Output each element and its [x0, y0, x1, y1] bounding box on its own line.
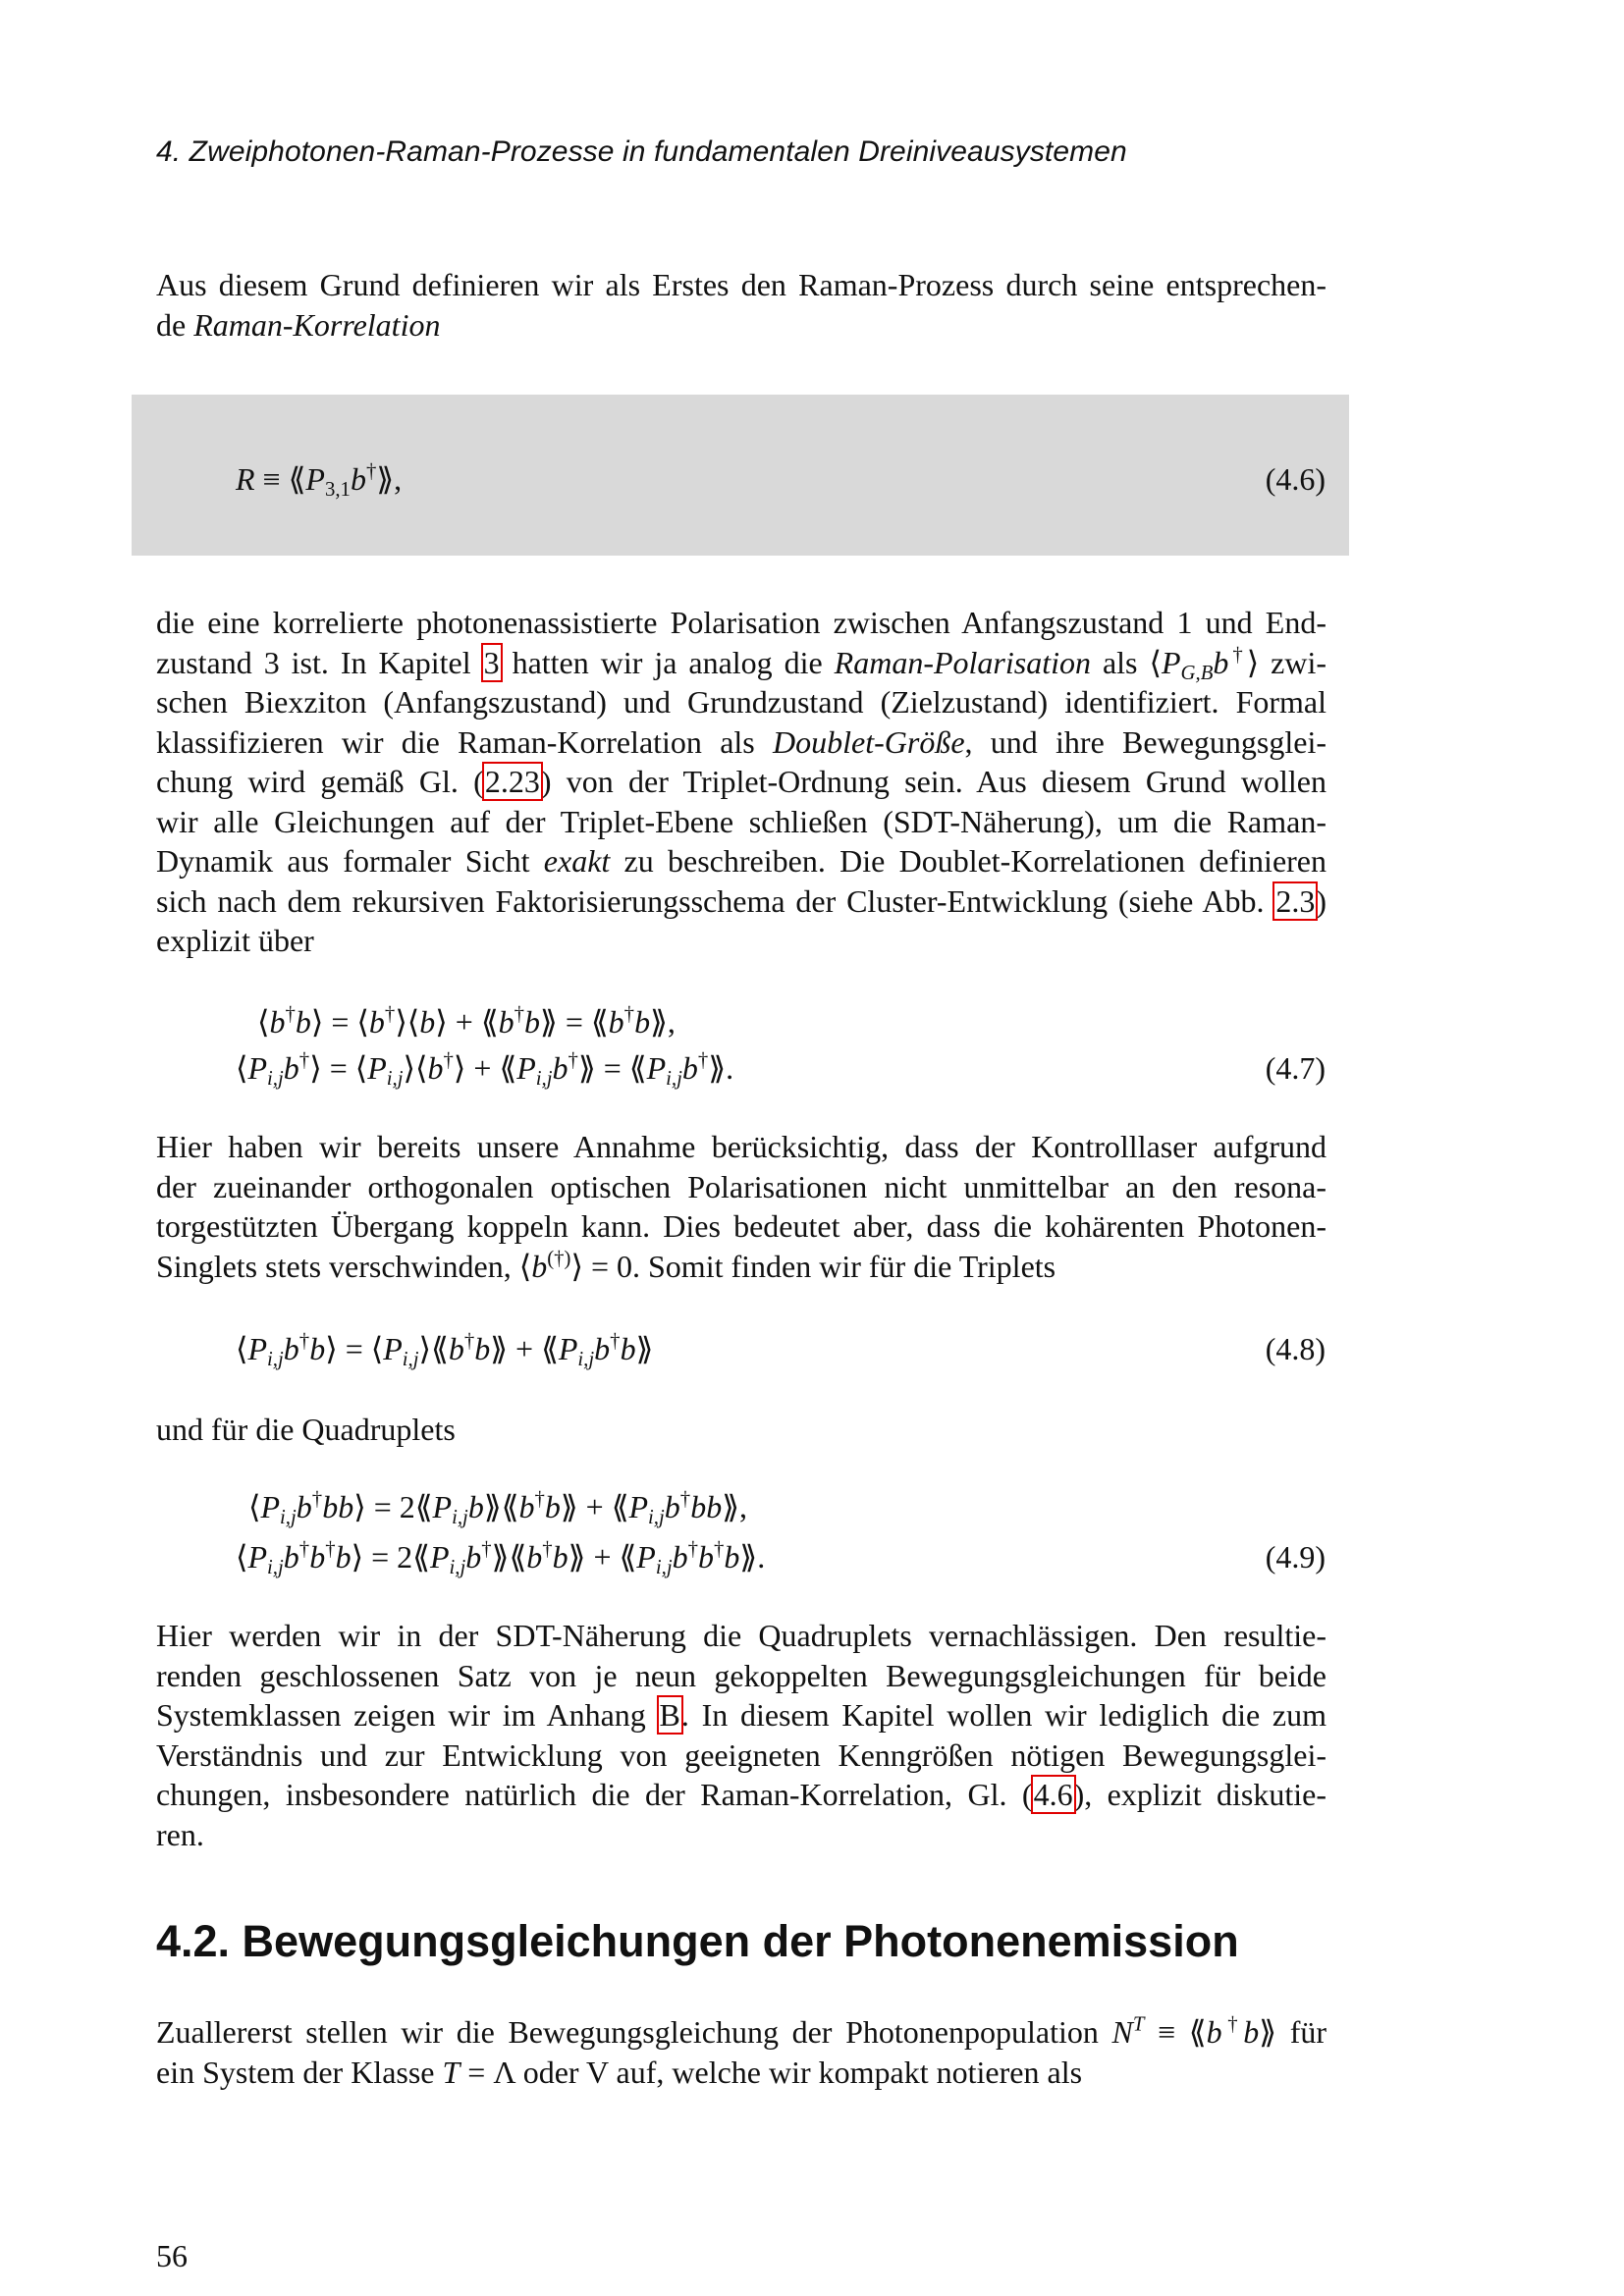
text-line	[156, 762, 1326, 802]
text-fragment: zwi-	[1259, 644, 1327, 680]
text-line	[156, 2012, 1326, 2053]
paragraph-intro	[156, 265, 1326, 345]
text-fragment: , und ihre Bewegungsglei-	[964, 723, 1327, 760]
ref-link-kapitel[interactable]: 3	[483, 644, 500, 680]
text-fragment: ), explizit diskutie-	[1073, 1777, 1327, 1812]
running-title: 4. Zweiphotonen-Raman-Prozesse in fundamentalen Dreiniveausystemen	[156, 135, 1127, 168]
text-fragment: als	[1091, 644, 1150, 680]
text-line: Hier werden wir in der SDT-Näherung die Quadruplets vernachlässigen. Den resultie-	[156, 1618, 1326, 1653]
equation-number: (4.6)	[1265, 461, 1326, 497]
text-fragment: oder V auf, welche wir kompakt notieren als	[514, 2054, 1083, 2090]
equation-4-9-line-1: $⟨P_{i,j}b^\dagger bb⟩$ = $2⟪P_{i,j}b⟫⟪b^\dagger b⟫$ + $⟪P_{i,j}b^\dagger bb⟫$,	[248, 1487, 747, 1529]
text-line	[156, 1247, 1326, 1287]
term-raman-polarisation: Raman-Polarisation	[834, 644, 1091, 680]
inline-math: T = Λ	[442, 2054, 515, 2090]
text-fragment: . In diesem Kapitel wollen wir lediglich die zum	[680, 1697, 1326, 1733]
text-line: Hier haben wir bereits unsere Annahme berücksichtig, dass der Kontrolllaser aufgrund	[156, 1129, 1326, 1164]
equation-number: (4.8)	[1265, 1331, 1326, 1366]
equation-number: (4.7)	[1265, 1050, 1326, 1086]
text-line	[156, 2053, 1326, 2093]
inline-math: $N^T$ ≡ ⟪b†b⟫	[1111, 2012, 1277, 2050]
ref-link-abb-2-3[interactable]: 2.3	[1275, 882, 1316, 919]
text-line: ren.	[156, 1816, 204, 1852]
text-line	[156, 643, 1326, 683]
paragraph-assumption	[156, 1127, 1326, 1286]
text-line: schen Biexziton (Anfangszustand) und Grundzustand (Zielzustand) identifiziert. Formal	[156, 684, 1326, 720]
inline-math: ⟨b(†)⟩	[518, 1247, 583, 1284]
text-fragment: zustand 3 ist. In Kapitel	[156, 644, 483, 680]
text-line: die eine korrelierte photonenassistierte Polarisation zwischen Anfangszustand 1 und End-	[156, 605, 1326, 640]
text-line	[156, 1695, 1326, 1735]
text-fragment: Systemklassen zeigen wir im Anhang	[156, 1697, 659, 1733]
text-fragment: sich nach dem rekursiven Faktorisierungsschema der Cluster-Entwicklung (siehe Abb.	[156, 882, 1275, 919]
text-line: Aus diesem Grund definieren wir als Erstes den Raman-Prozess durch seine entsprechen-	[156, 267, 1326, 302]
text-fragment: Singlets stets verschwinden,	[156, 1248, 519, 1284]
term-raman-korrelation: Raman-Korrelation	[193, 306, 441, 343]
text-line: Verständnis und zur Entwicklung von geeigneten Kenngrößen nötigen Bewegungsglei-	[156, 1736, 1326, 1773]
text-line	[156, 1775, 1326, 1815]
ref-link-anhang-b[interactable]: B	[659, 1697, 680, 1733]
text-fragment: für	[1276, 2014, 1327, 2050]
term-exakt: exakt	[543, 843, 611, 879]
text-fragment: de	[156, 306, 194, 343]
text-line: wir alle Gleichungen auf der Triplet-Ebene schließen (SDT-Näherung), um die Raman-	[156, 803, 1326, 839]
text-fragment: Zuallererst stellen wir die Bewegungsgleichung der Photonenpopulation	[156, 2014, 1112, 2050]
text-fragment: ein System der Klasse	[156, 2054, 443, 2090]
equation-number: (4.9)	[1265, 1539, 1326, 1575]
equation-4-7-line-2: $⟨P_{i,j}b^\dagger⟩$ = $⟨P_{i,j}⟩⟨b^\dagger⟩$ + $⟪P_{i,j}b^\dagger⟫$ = $⟪P_{i,j}b^\dagger⟫$.	[236, 1048, 734, 1091]
equation-4-7-line-1: ⟨b†b⟩ = ⟨b†⟩⟨b⟩ + ⟪b†b⟫ = ⟪b†b⟫,	[257, 1002, 676, 1040]
paragraph-photon-population	[156, 2012, 1326, 2092]
text-line: explizit über	[156, 923, 314, 958]
ref-link-eq-2-23[interactable]: 2.23	[484, 764, 540, 799]
paragraph-quadruplets	[156, 1410, 1326, 1450]
text-fragment: ) von der Triplet-Ordnung sein. Aus diesem Grund wollen	[540, 764, 1327, 799]
text-line: der zueinander orthogonalen optischen Polarisationen nicht unmittelbar an den resona-	[156, 1168, 1326, 1204]
equation-4-9-line-2: $⟨P_{i,j}b^\dagger b^\dagger b⟩$ = $2⟪P_{i,j}b^\dagger⟫⟪b^\dagger b⟫$ + $⟪P_{i,j}b^\dagger b^\dagger b⟫$.	[236, 1537, 766, 1579]
ref-link-eq-4-6[interactable]: 4.6	[1033, 1777, 1073, 1812]
text-line: renden geschlossenen Satz von je neun gekoppelten Bewegungsgleichungen für beide	[156, 1657, 1326, 1693]
text-line	[156, 722, 1326, 763]
paragraph-raman	[156, 603, 1326, 961]
text-fragment: klassifizieren wir die Raman-Korrelation als	[156, 723, 773, 760]
text-fragment: zu beschreiben. Die Doublet-Korrelationen definieren	[610, 843, 1327, 879]
text-line	[156, 841, 1326, 881]
page-number: 56	[156, 2238, 188, 2273]
text-line	[156, 305, 1326, 346]
term-doublet: Doublet-Größe	[773, 723, 965, 760]
inline-math: $⟨P_{G,B}b^\dagger⟩$	[1149, 643, 1260, 684]
equation-4-8: $⟨P_{i,j}b^\dagger b⟩$ = $⟨P_{i,j}⟩⟪b^\dagger b⟫$ + $⟪P_{i,j}b^\dagger b⟫$	[236, 1329, 654, 1371]
text-line: torgestützten Übergang koppeln kann. Dies bedeutet aber, dass die kohärenten Photonen-	[156, 1208, 1326, 1244]
text-fragment: chungen, insbesondere natürlich die der Raman-Korrelation, Gl. (	[156, 1777, 1033, 1812]
text-line: und für die Quadruplets	[156, 1412, 456, 1447]
text-fragment: = 0. Somit finden wir für die Triplets	[582, 1248, 1056, 1284]
text-line	[156, 881, 1326, 922]
equation-4-6: $R \equiv ⟪P_{3,1}b^\dagger⟫$,	[236, 459, 403, 502]
text-fragment: chung wird gemäß Gl. (	[156, 764, 484, 799]
text-fragment: )	[1316, 882, 1326, 919]
text-fragment: Dynamik aus formaler Sicht	[156, 843, 544, 879]
section-heading: 4.2. Bewegungsgleichungen der Photonenemission	[156, 1916, 1239, 1966]
text-fragment: hatten wir ja analog die	[500, 644, 835, 680]
paragraph-sdt	[156, 1616, 1326, 1854]
